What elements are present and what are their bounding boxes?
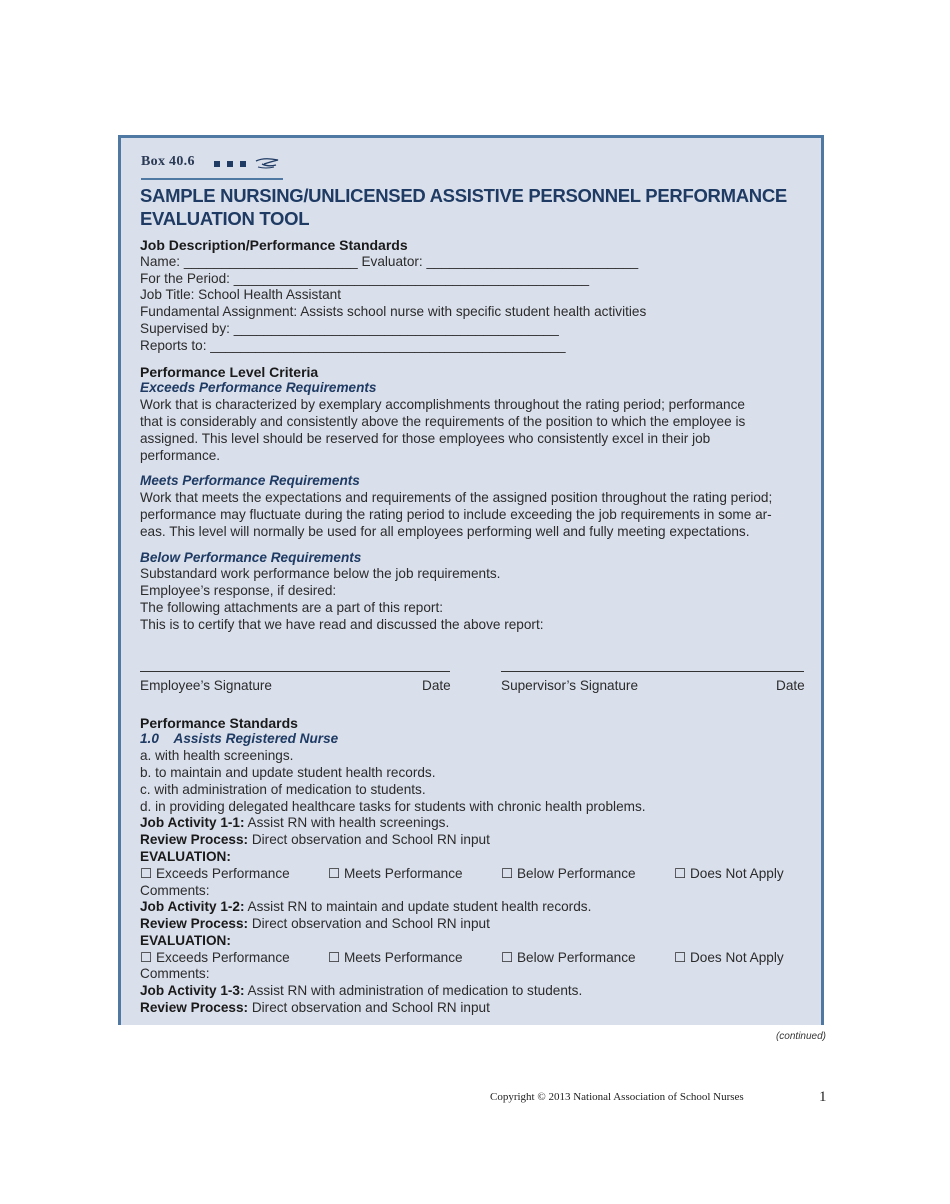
supervised-by-line: Supervised by: ___________________________________________ xyxy=(140,320,559,336)
exceeds-heading: Exceeds Performance Requirements xyxy=(140,380,377,396)
signature-row xyxy=(140,634,810,694)
evaluation-options xyxy=(140,950,810,967)
evaluation-label: EVALUATION: xyxy=(140,848,231,864)
job-activity-1-1: Job Activity 1-1: Assist RN with health screenings. xyxy=(140,815,450,831)
employee-signature-line xyxy=(140,671,450,672)
evaluation-options xyxy=(140,866,810,883)
standard-item: d. in providing delegated healthcare tasks for students with chronic health problems. xyxy=(140,798,646,814)
job-description-heading: Job Description/Performance Standards xyxy=(140,237,408,253)
page-number: 1 xyxy=(819,1089,827,1105)
meets-text-line: performance may fluctuate during the rating period to include exceeding the job requirements in some ar- xyxy=(140,506,772,522)
checkbox-does-not-apply[interactable]: ☐ Does Not Apply xyxy=(674,865,784,881)
certify-line: This is to certify that we have read and discussed the above report: xyxy=(140,616,544,632)
standard-item: b. to maintain and update student health records. xyxy=(140,764,436,780)
exceeds-text-line: performance. xyxy=(140,447,221,463)
box-panel xyxy=(118,135,824,1025)
meets-heading: Meets Performance Requirements xyxy=(140,473,360,489)
meets-text-line: Work that meets the expectations and requirements of the assigned position throughout the rating period; xyxy=(140,490,773,506)
checkbox-exceeds[interactable]: ☐ Exceeds Performance xyxy=(140,865,290,881)
supervisor-signature-line xyxy=(501,671,804,672)
period-line: For the Period: _______________________________________________ xyxy=(140,270,590,286)
checkbox-below[interactable]: ☐ Below Performance xyxy=(501,865,636,881)
employee-date-label: Date xyxy=(422,677,451,693)
section-1-heading: 1.0 Assists Registered Nurse xyxy=(140,731,339,747)
employee-signature-label: Employee’s Signature xyxy=(140,677,272,693)
checkbox-exceeds[interactable]: ☐ Exceeds Performance xyxy=(140,949,290,965)
standards-heading: Performance Standards xyxy=(140,714,298,731)
evaluation-label: EVALUATION: xyxy=(140,932,231,948)
box-header xyxy=(141,152,283,180)
square-bullet-icon xyxy=(214,161,220,167)
square-bullet-icon xyxy=(240,161,246,167)
fundamental-assignment-line: Fundamental Assignment: Assists school nurse with specific student health activities xyxy=(140,304,647,320)
checkbox-meets[interactable]: ☐ Meets Performance xyxy=(328,865,463,881)
box-label: Box 40.6 xyxy=(141,154,195,169)
meets-text-line: eas. This level will normally be used for all employees performing well and fully meeting expectations. xyxy=(140,523,750,539)
comments-label: Comments: xyxy=(140,882,210,898)
below-text-line: Substandard work performance below the job requirements. xyxy=(140,566,501,582)
attachments-line: The following attachments are a part of this report: xyxy=(140,599,443,615)
continued-note: (continued) xyxy=(775,1031,826,1042)
exceeds-text-line: assigned. This level should be reserved for those employees who consistently excel in their job xyxy=(140,430,711,446)
title-line-1: SAMPLE NURSING/UNLICENSED ASSISTIVE PERSONNEL PERFORMANCE xyxy=(140,185,787,206)
review-process: Review Process: Direct observation and School RN input xyxy=(140,832,490,848)
exceeds-text-line: that is considerably and consistently above the requirements of the position to which the employee is xyxy=(140,413,746,429)
bird-logo-icon xyxy=(254,155,280,171)
exceeds-text-line: Work that is characterized by exemplary accomplishments throughout the rating period; performance xyxy=(140,397,745,413)
checkbox-meets[interactable]: ☐ Meets Performance xyxy=(328,949,463,965)
criteria-heading: Performance Level Criteria xyxy=(140,363,319,380)
square-bullet-icon xyxy=(227,161,233,167)
below-heading: Below Performance Requirements xyxy=(140,549,362,565)
checkbox-below[interactable]: ☐ Below Performance xyxy=(501,949,636,965)
standard-item: a. with health screenings. xyxy=(140,748,294,764)
review-process: Review Process: Direct observation and School RN input xyxy=(140,916,490,932)
supervisor-signature-label: Supervisor’s Signature xyxy=(501,677,639,693)
checkbox-does-not-apply[interactable]: ☐ Does Not Apply xyxy=(674,949,784,965)
employee-response-line: Employee’s response, if desired: xyxy=(140,583,337,599)
job-activity-1-3: Job Activity 1-3: Assist RN with administration of medication to students. xyxy=(140,983,583,999)
copyright-text: Copyright © 2013 National Association of School Nurses xyxy=(490,1091,744,1103)
reports-to-line: Reports to: _______________________________________________ xyxy=(140,337,566,353)
name-evaluator-line: Name: _______________________ Evaluator: ____________________________ xyxy=(140,253,639,269)
review-process: Review Process: Direct observation and School RN input xyxy=(140,1000,490,1016)
comments-label: Comments: xyxy=(140,966,210,982)
title-line-2: EVALUATION TOOL xyxy=(140,208,310,229)
box-title xyxy=(140,184,800,230)
supervisor-date-label: Date xyxy=(776,677,805,693)
job-activity-1-2: Job Activity 1-2: Assist RN to maintain and update student health records. xyxy=(140,899,592,915)
standard-item: c. with administration of medication to students. xyxy=(140,781,426,797)
job-title-line: Job Title: School Health Assistant xyxy=(140,287,341,303)
box-content xyxy=(140,237,810,1017)
